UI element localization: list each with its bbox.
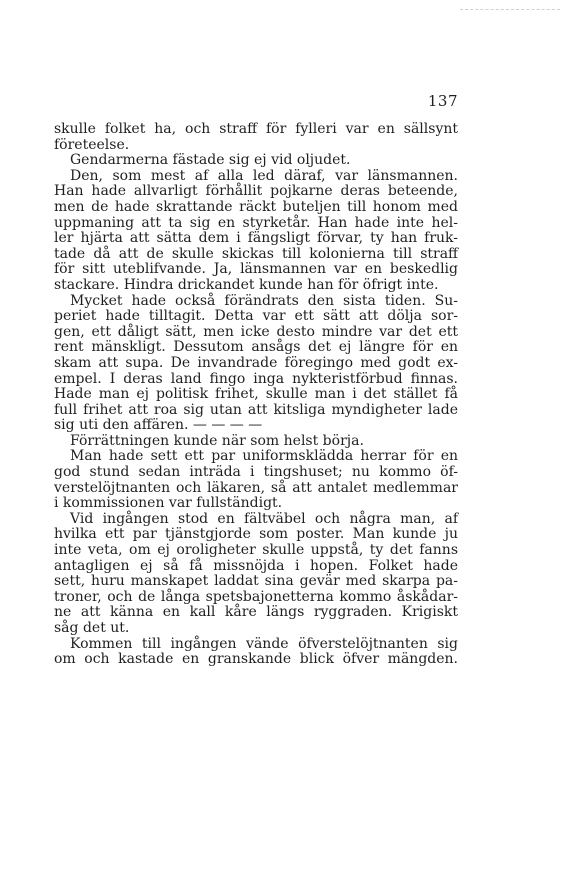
text-line: Han hade allvarligt förhållit pojkarne deras beteende, (54, 183, 458, 200)
text-line: ler hjärta att sätta dem i fängsligt förvar, ty han fruk- (54, 230, 458, 247)
text-line: Kommen till ingången vände öfverstelöjtnanten sig (70, 635, 458, 652)
text-line: rent mänskligt. Dessutom ansågs det ej längre för en (54, 339, 458, 356)
text-line: hvilka ett par tjänstgjorde som poster. Man kunde ju (54, 526, 458, 543)
page-number: 137 (427, 92, 458, 110)
text-line: i kommissionen var fullständigt. (54, 495, 283, 512)
text-line: periet hade tilltagit. Detta var ett sätt att dölja sor- (54, 308, 458, 325)
body-text (54, 122, 458, 668)
text-line: Man hade sett ett par uniformsklädda herrar för en (70, 448, 458, 465)
text-line: för sitt uteblifvande. Ja, länsmannen var en beskedlig (54, 261, 458, 278)
text-line: tade då att de skulle skickas till kolonierna till straff (54, 245, 458, 262)
text-line: Mycket hade också förändrats den sista tiden. Su- (70, 292, 458, 309)
text-line: Vid ingången stod en fältväbel och några man, af (70, 510, 458, 527)
scan-edge-artifact (460, 9, 560, 13)
text-line: men de hade skrattande räckt buteljen till honom med (54, 198, 458, 215)
text-line: såg det ut. (54, 620, 130, 636)
text-line: verstelöjtnanten och läkaren, så att antalet medlemmar (54, 479, 458, 496)
text-line: empel. I deras land fingo inga nykteristförbud finnas. (54, 370, 458, 387)
text-line: ne att känna en kall kåre längs ryggraden. Krigiskt (54, 604, 458, 621)
text-line: skam att supa. De invandrade föregingo med godt ex- (54, 354, 458, 371)
text-line: Hade man ej politisk frihet, skulle man i det stället få (54, 386, 458, 403)
text-line: Den, som mest af alla led däraf, var länsmannen. (70, 167, 458, 184)
text-line: gen, ett dåligt sätt, men icke desto mindre var det ett (54, 323, 458, 340)
text-line: sett, huru manskapet laddat sina gevär med skarpa pa- (54, 573, 458, 590)
text-line: inte veta, om ej oroligheter skulle uppstå, ty det fanns (54, 542, 458, 559)
text-line: full frihet att roa sig utan att kitsliga myndigheter lade (54, 401, 458, 418)
text-line: stackare. Hindra drickandet kunde han för öfrigt inte. (54, 276, 439, 293)
text-line: sig uti den affären. — — — — (54, 417, 263, 434)
text-line: Förrättningen kunde när som helst börja. (70, 432, 364, 449)
text-line: skulle folket ha, och straff för fylleri var en sällsynt (54, 121, 458, 137)
text-line: företeelse. (54, 136, 130, 153)
text-line: Gendarmerna fästade sig ej vid oljudet. (70, 152, 351, 169)
text-line: uppmaning att ta sig en styrketår. Han hade inte hel- (54, 214, 458, 231)
text-line: troner, och de långa spetsbajonetterna kommo åskådar- (54, 588, 458, 605)
text-line: om och kastade en granskande blick öfver mängden. (54, 651, 458, 668)
text-line: god stund sedan inträda i tingshuset; nu kommo öf- (54, 464, 458, 481)
text-line: antagligen ej så få missnöjda i hopen. Folket hade (54, 557, 458, 574)
